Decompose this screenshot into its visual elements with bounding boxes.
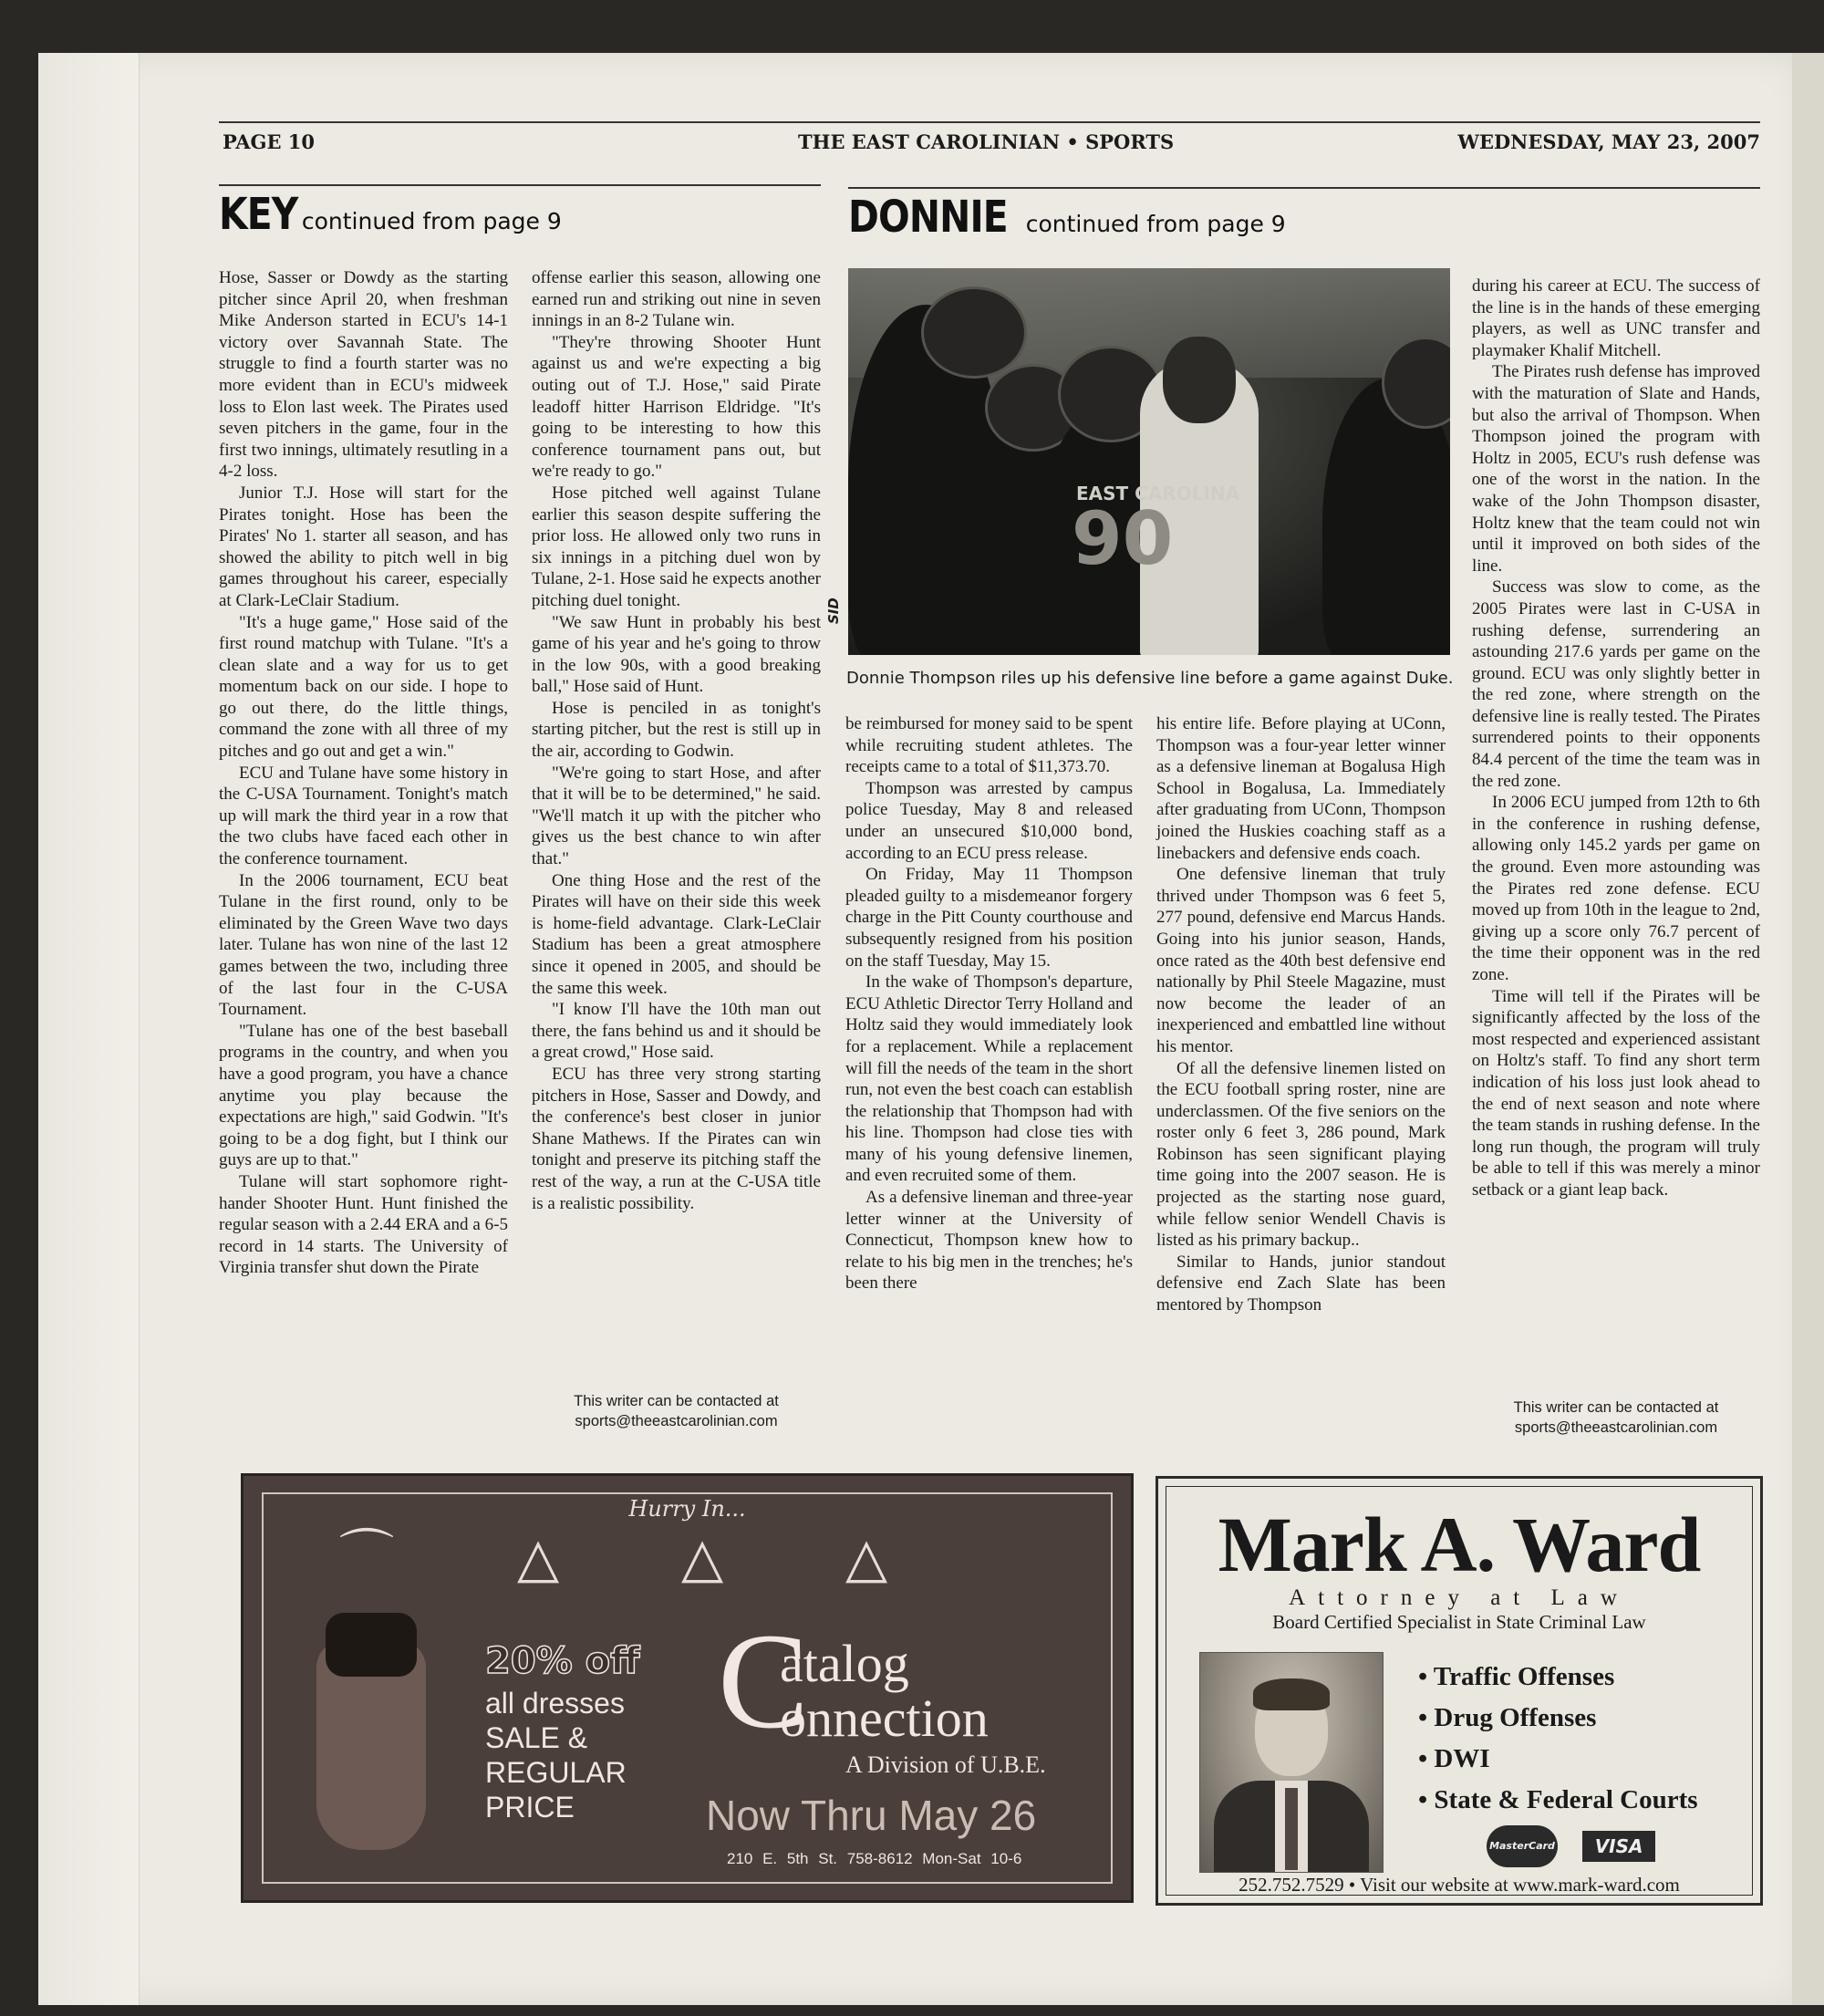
- paragraph: In the wake of Thompson's departure, ECU Athletic Director Terry Holland and Holtz said they would immediately look for a replacement. While a replacement will fill the needs of the team in the short run, not even the best coach can establish the relationship that Thompson had with his line. Thompson had close ties with many of his young defensive linemen, and even recruited some of them.: [845, 972, 1133, 1186]
- paragraph: "We saw Hunt in probably his best game of his year and he's going to throw in the low 90s, with a good breaking ball," Hose said of Hunt.: [532, 612, 821, 697]
- paragraph: be reimbursed for money said to be spent while recruiting student athletes. The receipts came to a total of $11,373.70.: [845, 714, 1133, 777]
- key-headline: [219, 189, 562, 240]
- photo-helmet: [921, 286, 1027, 379]
- paragraph: Hose, Sasser or Dowdy as the starting pitcher since April 20, when freshman Mike Anderson started in ECU's 14-1 victory over Savannah State. The struggle to find a fourth starter was no more evident than in ECU's midweek loss to Elon last week. The Pirates used seven pitchers in the game, four in the first two innings, ultimately resutling in a 4-2 loss.: [219, 268, 508, 482]
- catalog-dates: Now Thru May 26: [706, 1792, 1037, 1839]
- paragraph: Hose pitched well against Tulane earlier this season despite suffering the prior loss. He allowed only two runs in six innings in a pitching duel won by Tulane, 2-1. Hose said he expects another pitching duel tonight.: [532, 483, 821, 610]
- section-rule-right: [848, 187, 1760, 189]
- donnie-column-3: [1472, 275, 1760, 1201]
- visa-icon: VISA: [1582, 1831, 1655, 1862]
- paragraph: "They're throwing Shooter Hunt against us and we're expecting a big outing out of T.J. Hose," said Pirate leadoff hitter Harrison Eldridge. "It's going to be interesting to how this conference tournament pans out, but we're ready to go.": [532, 332, 821, 482]
- mastercard-icon: MasterCard: [1487, 1825, 1558, 1867]
- service-item: • Drug Offenses: [1418, 1703, 1597, 1732]
- catalog-logo-c: C: [718, 1606, 810, 1757]
- key-contact: [532, 1391, 821, 1431]
- donnie-continued: continued from page 9: [1025, 211, 1286, 237]
- paragraph: ECU has three very strong starting pitchers in Hose, Sasser and Dowdy, and the conference's best closer in junior Shane Mathews. If the Pirates can win tonight and preserve its pitching staff the rest of the way, a run at the C-USA title is a realistic possibility.: [532, 1064, 821, 1213]
- publication-title: THE EAST CAROLINIAN • SPORTS: [798, 130, 1175, 153]
- issue-date: WEDNESDAY, MAY 23, 2007: [1457, 130, 1760, 153]
- service-item: • DWI: [1418, 1744, 1490, 1773]
- donnie-keyword: DONNIE: [848, 192, 1008, 243]
- key-continued: continued from page 9: [301, 208, 562, 234]
- key-keyword: KEY: [219, 189, 298, 240]
- paragraph: offense earlier this season, allowing one earned run and striking out nine in seven innings in an 8-2 Tulane win.: [532, 268, 821, 331]
- attorney-contact: 252.752.7529 • Visit our website at www.mark-ward.com: [1238, 1874, 1680, 1896]
- paragraph: As a defensive lineman and three-year letter winner at the University of Connecticut, Thompson knew how to relate to his big men in the trenches; he's been there: [845, 1188, 1133, 1294]
- paragraph: Time will tell if the Pirates will be significantly affected by the loss of the most respected and experienced assistant on Holtz's staff. To find any short term indication of his loss just look ahead to the end of next season and note where the team stands in rushing defense. In the long run though, the program will truly be able to tell if this was merely a minor setback or a giant leap back.: [1472, 986, 1760, 1200]
- photo-credit: SID: [825, 598, 842, 624]
- paragraph: One thing Hose and the rest of the Pirates will have on their side this week is home-field advantage. Clark-LeClair Stadium has been a great atmosphere since it opened in 2005, and should be the same this week.: [532, 870, 821, 998]
- paragraph: Hose is penciled in as tonight's starting pitcher, but the rest is still up in the air, according to Godwin.: [532, 698, 821, 762]
- paragraph: "Tulane has one of the best baseball programs in the country, and when you have a good program, you have a chance anytime you play because the expectations are high," said Godwin. "It's going to be a dog fight, but I think our guys are up to that.": [219, 1021, 508, 1170]
- attorney-specialty: Board Certified Specialist in State Criminal Law: [1272, 1611, 1646, 1633]
- paragraph: Tulane will start sophomore right-hander Shooter Hunt. Hunt finished the regular season with a 2.44 ERA and a 6-5 record in 14 starts. The University of Virginia transfer shut down the Pirate: [219, 1171, 508, 1278]
- payment-cards: [1487, 1825, 1655, 1867]
- key-column-2: [532, 267, 821, 1214]
- hanger-icon: △: [681, 1526, 724, 1590]
- donnie-contact: [1472, 1398, 1760, 1438]
- paragraph: In the 2006 tournament, ECU beat Tulane in the first round, only to be eliminated by the Green Wave two days later. Tulane has won nine of the last 12 games between the two, including three of the last four in the C-USA Tournament.: [219, 870, 508, 1020]
- contact-line: This writer can be contacted at: [574, 1393, 779, 1409]
- paragraph: One defensive lineman that truly thrived under Thompson was 6 feet 5, 277 pound, defensive end Marcus Hands. Going into his junior season, Hands, once rated as the 40th best defensive end nationally by Phil Steele Magazine, must now become the leader of an inexperienced and embattled line without his mentor.: [1156, 865, 1446, 1056]
- catalog-address: 210 E. 5th St. 758-8612 Mon-Sat 10-6: [727, 1850, 1022, 1867]
- portrait-hair: [1253, 1678, 1330, 1710]
- service-item: • Traffic Offenses: [1418, 1662, 1615, 1691]
- catalog-division: A Division of U.B.E.: [845, 1751, 1046, 1778]
- page-header: [219, 121, 1760, 156]
- page-number: PAGE 10: [223, 130, 316, 153]
- attorney-portrait: [1199, 1652, 1384, 1873]
- contact-email: sports@theeastcarolinian.com: [1514, 1419, 1718, 1436]
- donnie-column-2: [1156, 713, 1446, 1316]
- section-rule-left: [219, 184, 821, 186]
- attorney-ad: [1156, 1476, 1763, 1906]
- binding-edge: [38, 53, 140, 2005]
- service-item: • State & Federal Courts: [1418, 1785, 1698, 1814]
- hanger-icon: △: [845, 1526, 888, 1590]
- paragraph: "It's a huge game," Hose said of the first round matchup with Tulane. "It's a clean slate and a way for us to get momentum back on our side. I hope to go out there, do the little things, command the zone with all three of my pitches and go out and get a win.": [219, 612, 508, 762]
- football-photo: [848, 268, 1450, 655]
- ad-line: PRICE: [485, 1791, 575, 1824]
- catalog-logo-word: atalog: [780, 1634, 909, 1693]
- contact-line: This writer can be contacted at: [1513, 1399, 1719, 1416]
- paragraph: Of all the defensive linemen listed on the ECU football spring roster, nine are underclassmen. Of the five seniors on the roster only 6 feet 3, 286 pound, Mark Robinson has seen significant playing time going into the 2007 season. He is projected as the starting nose guard, while fellow senior Wendell Chavis is listed as his primary backup..: [1156, 1058, 1446, 1251]
- contact-email: sports@theeastcarolinian.com: [575, 1413, 778, 1429]
- paragraph: Thompson was arrested by campus police Tuesday, May 8 and released under an unsecured $10,000 bond, according to an ECU press release.: [845, 778, 1133, 863]
- ad-discount: 20% off: [485, 1640, 640, 1682]
- ad-line: REGULAR: [485, 1756, 627, 1789]
- donnie-headline: [848, 192, 1286, 243]
- ad-hurry-text: Hurry In...: [628, 1496, 746, 1522]
- catalog-logo-word: onnection: [780, 1689, 989, 1748]
- photo-caption: Donnie Thompson riles up his defensive line before a game against Duke.: [846, 669, 1454, 688]
- catalog-connection-ad: [241, 1473, 1134, 1903]
- ad-line: SALE &: [485, 1721, 588, 1754]
- paragraph: during his career at ECU. The success of the line is in the hands of these emerging players, as well as UNC transfer and playmaker Khalif Mitchell.: [1472, 276, 1760, 360]
- hanger-icon: ⌒: [339, 1524, 394, 1588]
- photo-jersey-number: 90: [1072, 496, 1174, 581]
- hanger-icon: △: [517, 1526, 560, 1590]
- paragraph: On Friday, May 11 Thompson pleaded guilty to a misdemeanor forgery charge in the Pitt County courthouse and subsequently resigned from his position on the staff Tuesday, May 15.: [845, 865, 1133, 971]
- paragraph: The Pirates rush defense has improved with the maturation of Slate and Hands, but also the arrival of Thompson. When Thompson joined the program with Holtz in 2005, ECU's rush defense was one of the worst in the nation. In the wake of the John Thompson disaster, Holtz knew that the team could not win until it improved on both sides of the line.: [1472, 362, 1760, 576]
- photo-jersey-text: EAST CAROLINA: [1076, 483, 1240, 504]
- ad-line: all dresses: [485, 1687, 625, 1720]
- paragraph: In 2006 ECU jumped from 12th to 6th in the conference in rushing defense, allowing only 145.2 yards per game on the ground. Even more astounding was the Pirates red zone defense. ECU moved up from 10th in the league to 2nd, giving up a score only 76.7 percent of the time their opponent was in the red zone.: [1472, 793, 1760, 984]
- paragraph: Similar to Hands, junior standout defensive end Zach Slate has been mentored by Thompson: [1156, 1252, 1446, 1315]
- photo-coach-head: [1163, 337, 1236, 423]
- attorney-title: Attorney at Law: [1289, 1585, 1630, 1610]
- paragraph: "We're going to start Hose, and after that it will be to be determined," he said. "We'll match it up with the pitcher who gives us the best chance to win after that.": [532, 763, 821, 869]
- services-list: [1418, 1657, 1698, 1821]
- right-page-edge: [1792, 53, 1824, 2005]
- paragraph: Success was slow to come, as the 2005 Pirates were last in C-USA in rushing defense, surrendering an astounding 217.6 yards per game on the ground. ECU was only slightly better in the red zone, where strength on the defensive line is really tested. The Pirates surrendered points to their opponents 84.4 percent of the time the team was in the red zone.: [1472, 577, 1760, 791]
- dress-icon: [298, 1585, 444, 1850]
- paragraph: "I know I'll have the 10th man out there, the fans behind us and it should be a great crowd," Hose said.: [532, 1000, 821, 1063]
- key-column-1: [219, 267, 508, 1279]
- donnie-column-1: [845, 713, 1133, 1294]
- attorney-name: Mark A. Ward: [1218, 1501, 1701, 1588]
- paragraph: Junior T.J. Hose will start for the Pirates tonight. Hose has been the Pirates' No 1. starter all season, and has showed the ability to pitch well in big games throughout his career, especially at Clark-LeClair Stadium.: [219, 483, 508, 610]
- dress-top: [326, 1613, 417, 1677]
- paragraph: ECU and Tulane have some history in the C-USA Tournament. Tonight's match up will mark the third year in a row that the two clubs have faced each other in the conference tournament.: [219, 763, 508, 869]
- portrait-tie: [1285, 1788, 1298, 1870]
- paragraph: his entire life. Before playing at UConn, Thompson was a four-year letter winner as a defensive lineman at Bogalusa High School in Bogalusa, La. Immediately after graduating from UConn, Thompson joined the Huskies coaching staff as a linebackers and defensive ends coach.: [1156, 714, 1446, 863]
